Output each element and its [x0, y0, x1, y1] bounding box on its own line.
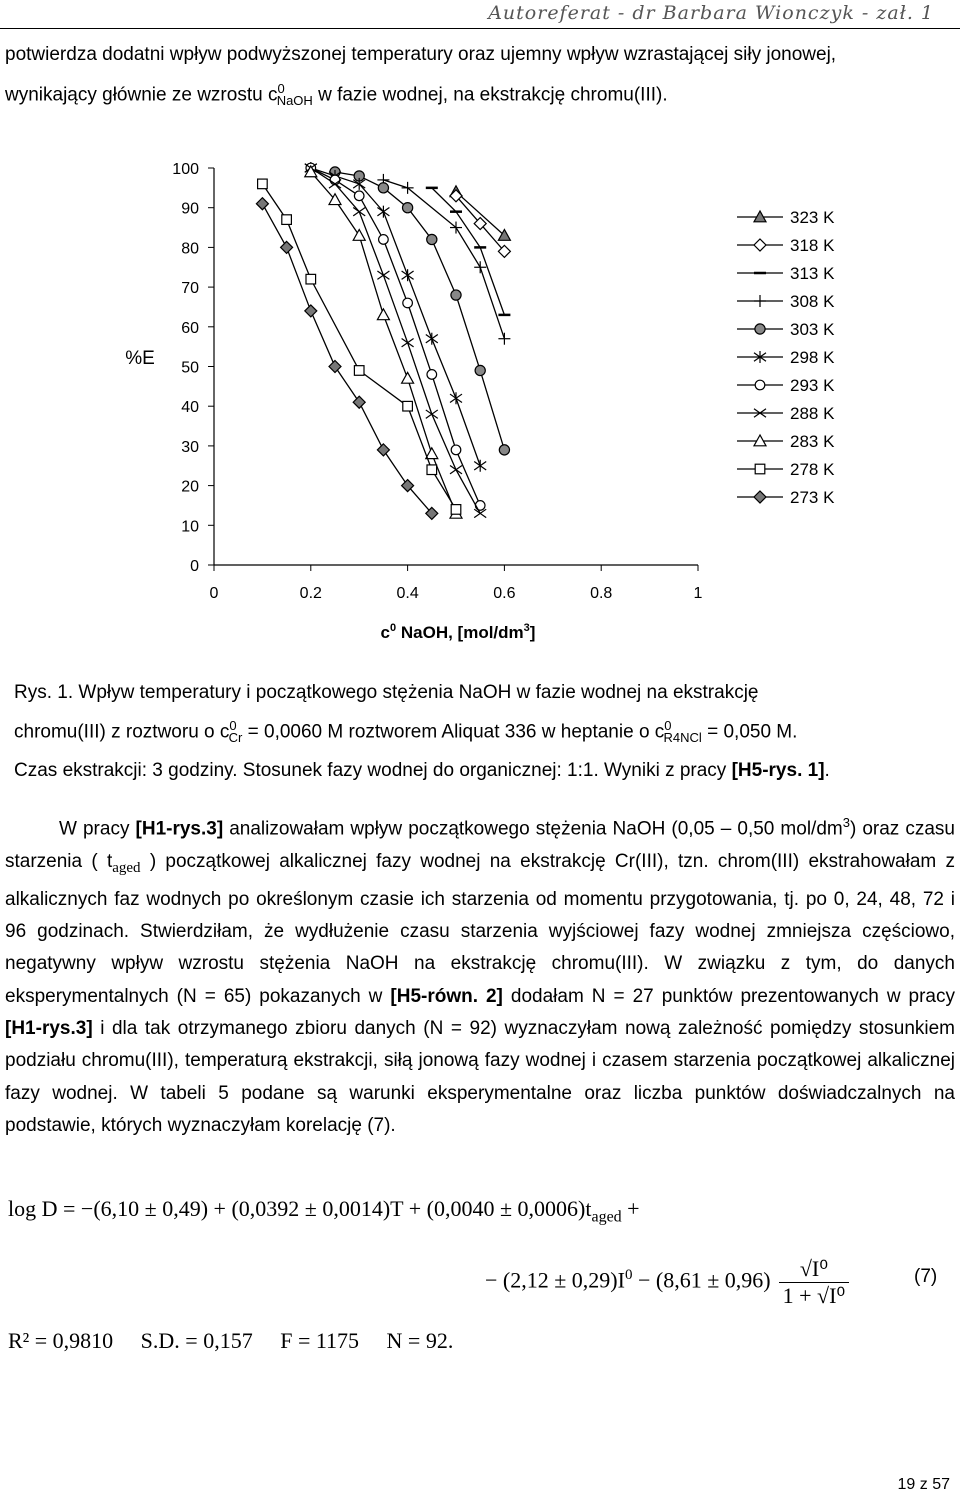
marker-diamond-filled	[256, 198, 268, 210]
formula-text-3: − (8,61 ± 0,96)	[632, 1267, 771, 1293]
formula-line-1	[8, 1196, 640, 1226]
intro-text: wynikający głównie ze wzrostu c	[5, 84, 278, 106]
page-number: 19 z 57	[897, 1476, 950, 1493]
marker-circle-open	[755, 380, 765, 390]
legend-item	[737, 208, 835, 227]
caption-text-4: Czas ekstrakcji: 3 godziny. Stosunek fazy wodnej do organicznej: 1:1. Wyniki z pracy	[14, 760, 732, 782]
marker-circle-filled	[755, 324, 765, 334]
marker-circle-filled	[451, 290, 461, 300]
marker-square-open	[755, 464, 765, 474]
chart-svg	[0, 150, 960, 650]
marker-triangle-open	[377, 309, 389, 320]
intro-text-2: w fazie wodnej, na ekstrakcję chromu(III).	[312, 84, 668, 106]
chart-axes	[172, 161, 702, 602]
marker-square-open	[258, 179, 268, 189]
y-tick-label: 40	[181, 399, 199, 417]
legend-label: 318 K	[790, 236, 835, 255]
caption-sub-2: R4NCl	[663, 730, 702, 746]
marker-diamond-filled	[281, 241, 293, 253]
series-line	[311, 172, 456, 513]
body-text-3: ) oraz czasu starzenia ( t	[5, 818, 955, 872]
caption-sub: Cr	[228, 730, 243, 746]
marker-triangle-open	[402, 372, 414, 383]
marker-circle-open	[403, 298, 413, 308]
body-sup: 3	[842, 815, 850, 830]
body-text-5: dodałam N = 27 punktów prezentowanych w pracy	[502, 985, 955, 1007]
marker-diamond-filled	[754, 491, 766, 503]
y-tick-label: 20	[181, 478, 199, 496]
marker-circle-open	[427, 370, 437, 380]
x-axis-label: $c^0$ NaOH, $[mol/dm^3]$	[380, 622, 536, 642]
intro-paragraph	[5, 38, 955, 118]
formula-fraction	[779, 1256, 850, 1309]
legend-item	[737, 460, 835, 479]
caption-sup: 0	[229, 718, 237, 733]
y-tick-label: 0	[190, 558, 199, 575]
series-line	[311, 168, 480, 513]
y-tick-label: 30	[181, 438, 199, 456]
y-tick-label: 80	[181, 240, 199, 258]
marker-circle-filled	[403, 203, 413, 213]
caption-line-1: Rys. 1. Wpływ temperatury i początkowego stężenia NaOH w fazie wodnej na ekstrakcję	[14, 682, 759, 703]
caption-sup-2: 0	[664, 718, 672, 733]
y-tick-label: 50	[181, 359, 199, 377]
series-298-K	[305, 162, 486, 472]
caption-line-2	[14, 709, 954, 754]
body-text-4: ) początkowej alkalicznej fazy wodnej na ekstrakcję Cr(III), tzn. chrom(III) ekstrahowałam z alkalicznych faz wodnych po określonym czasie ich starzenia od momentu przygotowania, tj. po 0, 24, 48, 72 i 96 godzinach. Stwierdziłam, że wydłużenie czasu starzenia wyjściowej fazy wodnej zmniejsza częściowo, negatywny wpływ wzrostu stężenia NaOH na ekstrakcję chromu(III). W związku z tym, do danych eksperymentalnych (N = 65) pokazanych w	[5, 850, 955, 1007]
caption-text: chromu(III) z roztworu o c	[14, 721, 230, 743]
legend-label: 278 K	[790, 460, 835, 479]
legend-item	[737, 432, 835, 451]
body-reference-2: [H5-równ. 2]	[390, 985, 503, 1007]
chart-legend	[737, 208, 835, 507]
y-tick-label: 10	[181, 518, 199, 536]
legend-item	[737, 376, 835, 395]
body-reference: [H1-rys.3]	[135, 818, 224, 840]
caption-text-5: .	[824, 760, 830, 782]
caption-text-2: = 0,0060 M roztworem Aliquat 336 w heptanie o c	[242, 721, 665, 743]
marker-circle-open	[379, 235, 389, 245]
intro-sup: 0	[277, 81, 285, 96]
legend-label: 298 K	[790, 348, 835, 367]
legend-label: 303 K	[790, 320, 835, 339]
legend-label: 313 K	[790, 264, 835, 283]
body-reference-3: [H1-rys.3]	[5, 1017, 93, 1039]
marker-square-open	[282, 215, 292, 225]
series-273-K	[256, 198, 437, 520]
formula-stats: R² = 0,9810 S.D. = 0,157 F = 1175 N = 92.	[8, 1328, 454, 1353]
y-tick-label: 70	[181, 280, 199, 298]
caption-reference: [H5-rys. 1]	[731, 760, 825, 782]
body-text: W pracy	[59, 818, 136, 840]
marker-diamond-open	[754, 239, 766, 251]
x-tick-label: 0	[209, 585, 219, 602]
legend-label: 288 K	[790, 404, 835, 423]
caption-line-3	[14, 754, 954, 787]
marker-diamond-filled	[329, 361, 341, 373]
formula-sup: 0	[624, 1267, 633, 1284]
legend-label: 308 K	[790, 292, 835, 311]
legend-item	[737, 264, 835, 283]
intro-line-2	[5, 72, 955, 118]
legend-item	[737, 488, 835, 507]
formula-sub: aged	[591, 1208, 622, 1226]
intro-line-1: potwierdza dodatni wpływ podwyższonej temperatury oraz ujemny wpływ wzrastającej siły jonowej,	[5, 44, 837, 65]
body-text-6: i dla tak otrzymanego zbioru danych (N = 92) wyznaczyłam nową zależność pomiędzy stosunkiem podziału chromu(III), temperaturą ekstrakcji, siłą jonową fazy wodnej i czasem starzenia początkowej alkalicznej fazy wodnej. W tabeli 5 podane są warunki eksperymentalne oraz liczba punktów doświadczalnych na podstawie, których wyznaczyłam korelację (7).	[5, 1017, 955, 1136]
legend-label: 283 K	[790, 432, 835, 451]
legend-item	[737, 236, 835, 255]
x-tick-label: 0.6	[493, 585, 516, 602]
marker-square-open	[403, 401, 413, 411]
legend-label: 273 K	[790, 488, 835, 507]
series-line	[432, 188, 505, 315]
x-tick-label: 0.4	[396, 585, 419, 602]
marker-square-open	[427, 465, 437, 475]
legend-item	[737, 320, 835, 339]
body-text-2: analizowałam wpływ początkowego stężenia NaOH (0,05 – 0,50 mol/dm	[223, 818, 843, 840]
marker-circle-open	[475, 501, 485, 511]
marker-diamond-filled	[305, 305, 317, 317]
formula-plus: +	[621, 1196, 640, 1221]
formula-text-2: − (2,12 ± 0,29)I	[485, 1267, 625, 1293]
equation-number: (7)	[914, 1266, 938, 1287]
fraction-numerator: √I⁰	[779, 1256, 850, 1283]
caption-text-3: = 0,050 M.	[701, 721, 798, 743]
legend-label: 293 K	[790, 376, 835, 395]
y-tick-label: 60	[181, 319, 199, 337]
chart-figure	[0, 150, 960, 650]
marker-circle-open	[451, 445, 461, 455]
marker-diamond-filled	[353, 396, 365, 408]
x-tick-label: 0.8	[590, 585, 613, 602]
marker-circle-filled	[499, 445, 509, 455]
marker-square-open	[354, 366, 364, 376]
marker-circle-filled	[427, 234, 437, 244]
figure-caption	[14, 676, 954, 787]
marker-circle-filled	[475, 365, 485, 375]
chart-series	[256, 162, 510, 519]
body-paragraph	[5, 807, 955, 1142]
marker-triangle-open	[353, 229, 365, 240]
fraction-denominator: 1 + √I⁰	[782, 1283, 846, 1308]
marker-square-open	[451, 505, 461, 515]
intro-sub: NaOH	[276, 93, 313, 109]
formula-line-2	[485, 1256, 849, 1309]
body-sub: aged	[112, 859, 141, 876]
page-header	[0, 0, 960, 29]
marker-circle-open	[354, 191, 364, 201]
header-title: Autoreferat - dr Barbara Wionczyk - zał. 1	[488, 2, 934, 24]
legend-item	[737, 348, 835, 367]
legend-item	[737, 292, 835, 311]
legend-item	[737, 404, 835, 423]
x-tick-label: 0.2	[299, 585, 322, 602]
formula-text: log D = −(6,10 ± 0,49) + (0,0392 ± 0,0014)T + (0,0040 ± 0,0006)t	[8, 1196, 592, 1221]
marker-square-open	[306, 274, 316, 284]
legend-label: 323 K	[790, 208, 835, 227]
marker-circle-filled	[378, 183, 388, 193]
marker-diamond-filled	[377, 444, 389, 456]
x-tick-label: 1	[693, 585, 703, 602]
y-tick-label: 100	[172, 161, 199, 178]
y-tick-label: 90	[181, 200, 199, 218]
y-axis-label: %E	[125, 348, 155, 369]
series-283-K	[305, 166, 462, 518]
